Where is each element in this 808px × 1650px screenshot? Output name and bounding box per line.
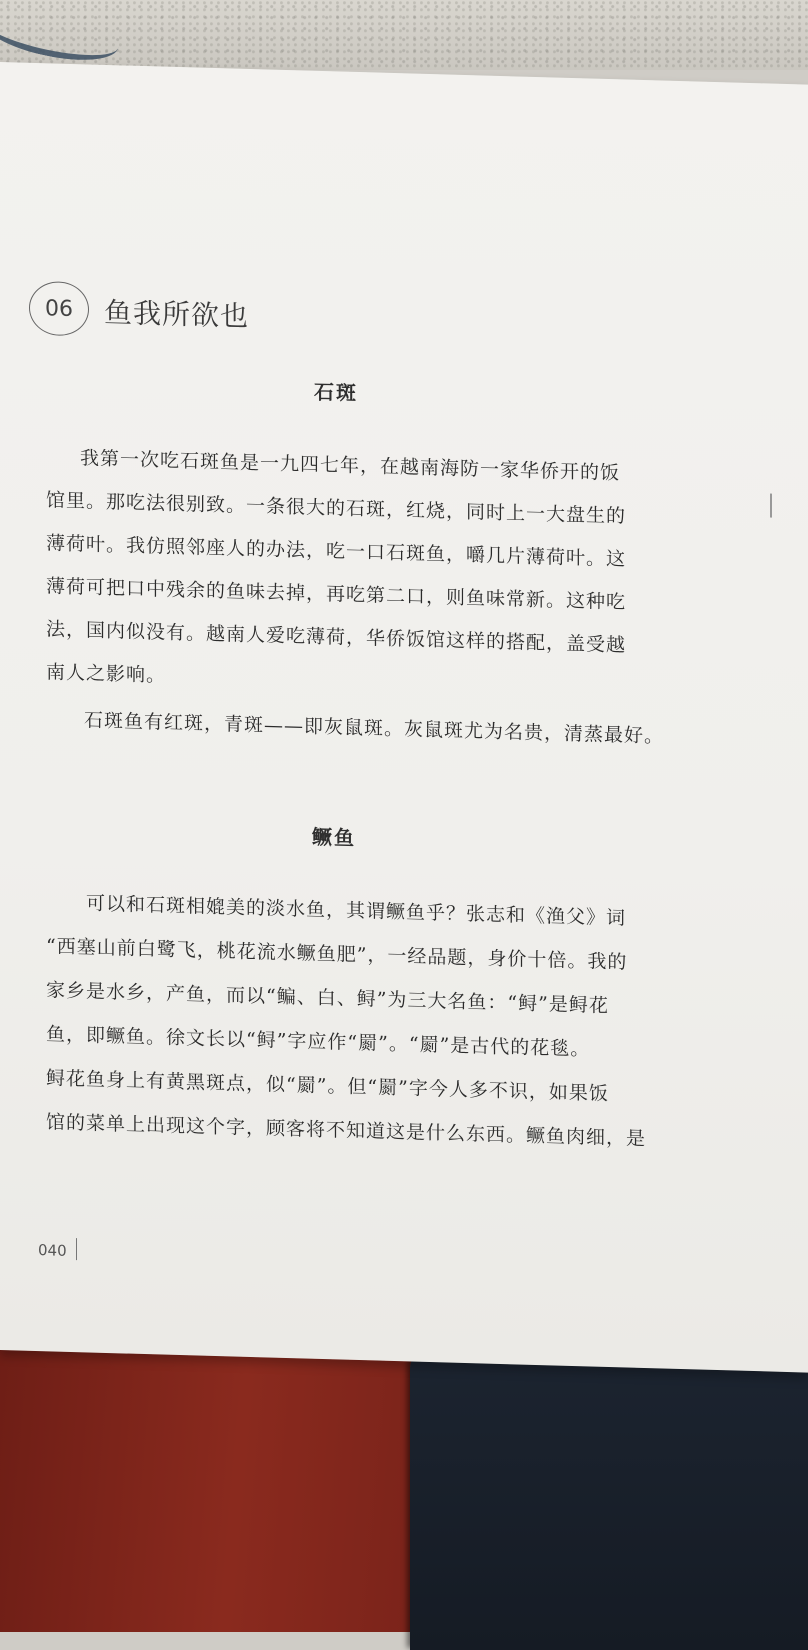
page-number-rule	[76, 1238, 77, 1260]
paragraph-line: 家乡是水乡，产鱼，而以“鳊、白、鲟”为三大名鱼：“鲟”是鲟花	[46, 979, 609, 1018]
paragraph-line: 鱼，即鳜鱼。徐文长以“鲟”字应作“罽”。“罽”是古代的花毯。	[46, 1023, 591, 1061]
paragraph-line: 南人之影响。	[46, 661, 167, 687]
page-edge-mark	[770, 494, 772, 518]
paragraph-line: 法，国内似没有。越南人爱吃薄荷，华侨饭馆这样的搭配，盖受越	[46, 618, 627, 657]
chapter-number-badge	[29, 281, 89, 337]
chapter-number: 06	[45, 295, 73, 322]
desk-mat	[410, 1350, 808, 1650]
paragraph-line: 我第一次吃石斑鱼是一九四七年，在越南海防一家华侨开的饭	[80, 447, 621, 485]
paragraph-line: 馆里。那吃法很别致。一条很大的石斑，红烧，同时上一大盘生的	[46, 489, 627, 528]
paragraph-line: “西塞山前白鹭飞，桃花流水鳜鱼肥”，一经品题，身价十倍。我的	[46, 935, 628, 974]
section-heading-shiban: 石斑	[314, 379, 358, 405]
section-heading-guiyu: 鳜鱼	[312, 824, 356, 850]
paragraph-line: 鲟花鱼身上有黄黑斑点，似“罽”。但“罽”字今人多不识，如果饭	[46, 1067, 609, 1106]
paragraph-line: 可以和石斑相媲美的淡水鱼，其谓鳜鱼乎？张志和《渔父》词	[86, 892, 627, 930]
chapter-title: 鱼我所欲也	[104, 295, 250, 333]
table-surface-top	[0, 0, 808, 70]
paragraph-line: 石斑鱼有红斑，青斑——即灰鼠斑。灰鼠斑尤为名贵，清蒸最好。	[84, 709, 665, 748]
page-number: 040	[38, 1241, 67, 1260]
paragraph-line: 馆的菜单上出现这个字，顾客将不知道这是什么东西。鳜鱼肉细，是	[46, 1111, 647, 1151]
paragraph-line: 薄荷叶。我仿照邻座人的办法，吃一口石斑鱼，嚼几片薄荷叶。这	[46, 532, 627, 571]
paragraph-line: 薄荷可把口中残余的鱼味去掉，再吃第二口，则鱼味常新。这种吃	[46, 575, 627, 614]
book-page	[0, 62, 808, 1373]
